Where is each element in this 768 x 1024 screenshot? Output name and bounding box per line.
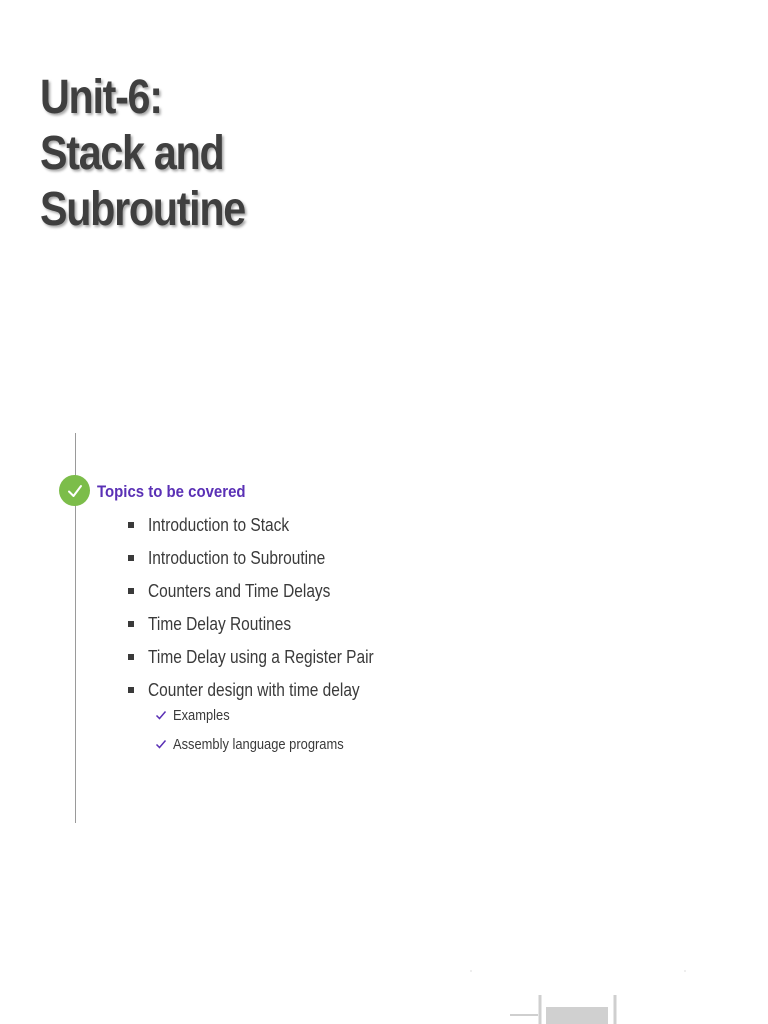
square-bullet-icon [128,621,134,627]
square-bullet-icon [128,555,134,561]
topics-heading: Topics to be covered [97,482,246,501]
title-line-1: Unit-6: [40,71,162,124]
square-bullet-icon [128,687,134,693]
decorative-diagram-graphic [460,965,700,1024]
square-bullet-icon [128,654,134,660]
check-circle-icon [59,475,90,506]
slide-title [40,70,245,238]
checkmark-icon [155,707,167,727]
checkmark-icon [155,736,167,756]
title-line-3: Subroutine [40,183,245,236]
square-bullet-icon [128,588,134,594]
title-line-2: Stack and [40,127,224,180]
square-bullet-icon [128,522,134,528]
